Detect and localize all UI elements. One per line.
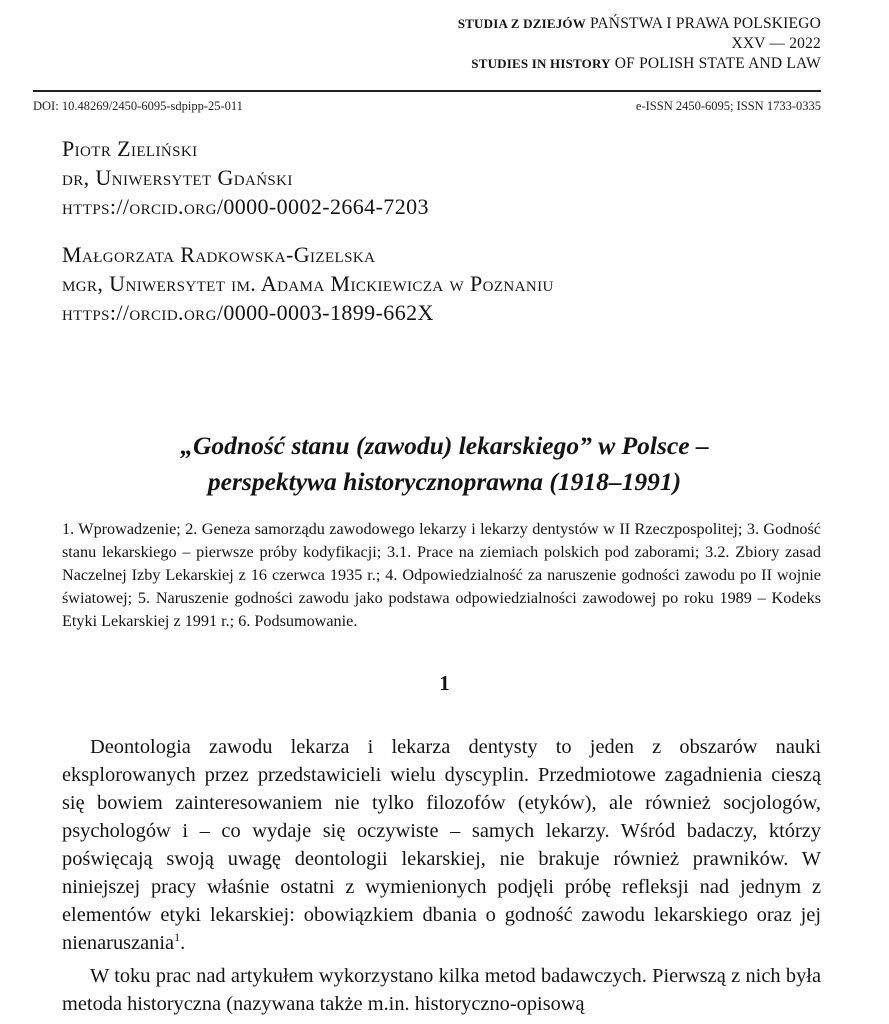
author-block-2: [62, 240, 554, 327]
footnote-marker: 1: [174, 930, 181, 945]
identifier-line: [33, 99, 821, 114]
journal-title-pl: STUDIA Z DZIEJÓW PAŃSTWA I PRAWA POLSKIEGO: [457, 15, 821, 32]
article-title: [60, 428, 829, 500]
header-divider: [33, 90, 821, 92]
doi: DOI: 10.48269/2450-6095-sdpipp-25-011: [33, 99, 243, 113]
table-of-contents: 1. Wprowadzenie; 2. Geneza samorządu zawodowego lekarzy i lekarzy dentystów w II Rzeczpospolitej; 3. Godność stanu lekarskiego – pierwsze próby kodyfikacji; 3.1. Prace na ziemiach polskich pod zaborami; 3.2. Zbiory zasad Naczelnej Izby Lekarskiej z 16 czerwca 1935 r.; 4. Odpowiedzialność za naruszenie godności zawodu po II wojnie światowej; 5. Naruszenie godności zawodu jako podstawa odpowiedzialności zawodowej po roku 1989 – Kodeks Etyki Lekarskiej z 1991 r.; 6. Podsumowanie.: [62, 520, 821, 630]
author-orcid: https://orcid.org/0000-0003-1899-662X: [62, 300, 434, 325]
body-text: [62, 733, 821, 1018]
author-name: Małgorzata Radkowska-Gizelska: [62, 242, 376, 267]
title-line-1: „Godność stanu (zawodu) lekarskiego” w Polsce –: [180, 431, 709, 460]
author-block-1: [62, 134, 429, 221]
journal-title-en: STUDIES IN HISTORY OF POLISH STATE AND LAW: [471, 55, 821, 72]
issn: e-ISSN 2450-6095; ISSN 1733-0335: [635, 99, 821, 113]
journal-volume: XXV — 2022: [731, 35, 821, 52]
author-orcid: https://orcid.org/0000-0002-2664-7203: [62, 194, 429, 219]
journal-header: [458, 14, 821, 74]
paragraph: W toku prac nad artykułem wykorzystano kilka metod badawczych. Pierwszą z nich była metoda historyczna (nazywana także m.in. historyczno-opisową: [62, 965, 821, 1015]
paragraph: Deontologia zawodu lekarza i lekarza dentysty to jeden z obszarów nauki eksplorowanych przez przedstawicieli wielu dyscyplin. Przedmiotowe zagadnienia cieszą się bowiem zainteresowaniem nie tylko filozofów (etyków), ale również socjologów, psychologów i – co wydaje się oczywiste – samych lekarzy. Wśród badaczy, którzy poświęcają swoją uwagę deontologii lekarskiej, nie brakuje również prawników. W niniejszej pracy właśnie ostatni z wymienionych podjęli próbę refleksji nad jednym z elementów etyki lekarskiej: obowiązkiem dbania o godność zawodu lekarskiego oraz jej nienaruszania$^1$.: [62, 736, 821, 954]
title-line-2: perspektywa historycznoprawna (1918–1991): [207, 467, 682, 496]
author-name: Piotr Zieliński: [62, 136, 198, 161]
author-affiliation: mgr, Uniwersytet im. Adama Mickiewicza w Poznaniu: [62, 271, 554, 296]
section-heading: 1: [439, 671, 450, 695]
author-affiliation: dr, Uniwersytet Gdański: [62, 165, 293, 190]
